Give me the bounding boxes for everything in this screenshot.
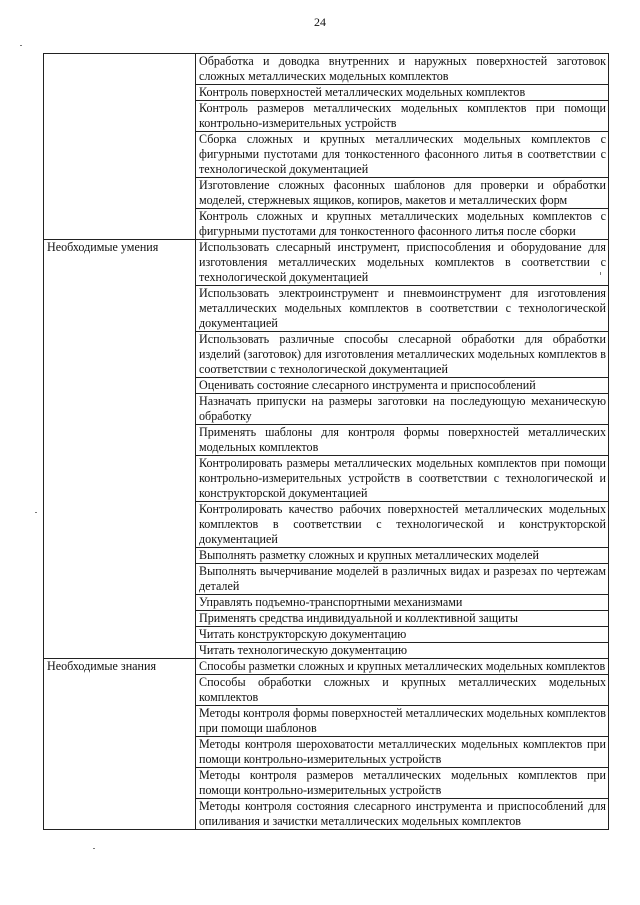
table-cell-item: Читать конструкторскую документацию (196, 627, 609, 643)
table-cell-item: Методы контроля состояния слесарного инструмента и приспособлений для опиливания и зачистки металлических модельных комплектов (196, 799, 609, 830)
table-cell-item: Читать технологическую документацию (196, 643, 609, 659)
table-cell-item: Управлять подъемно-транспортными механизмами (196, 595, 609, 611)
section-label: Необходимые знания (44, 659, 196, 830)
table-cell-item: Контроль сложных и крупных металлических модельных комплектов с фигурными пустотами для тонкостенного фасонного литья после сборки (196, 209, 609, 240)
table-cell-item: Контролировать размеры металлических модельных комплектов при помощи контрольно-измерительных устройств в соответствии с технологической и конструкторской документацией (196, 456, 609, 502)
table-cell-item: Способы разметки сложных и крупных металлических модельных комплектов (196, 659, 609, 675)
table-row (44, 659, 609, 675)
table-cell-item: Контроль поверхностей металлических модельных комплектов (196, 85, 609, 101)
table-cell-item: Использовать электроинструмент и пневмоинструмент для изготовления металлических модельных комплектов в соответствии с технологической документацией (196, 286, 609, 332)
table-cell-item: Контролировать качество рабочих поверхностей металлических модельных комплектов в соответствии с технологической и конструкторской документацией (196, 502, 609, 548)
page-number: 24 (314, 15, 326, 29)
table-row (44, 240, 609, 286)
table-cell-item: Методы контроля формы поверхностей металлических модельных комплектов при помощи шаблонов (196, 706, 609, 737)
table-cell-item: Применять шаблоны для контроля формы поверхностей металлических модельных комплектов (196, 425, 609, 456)
table-cell-item: Методы контроля шероховатости металлических модельных комплектов при помощи контрольно-измерительных устройств (196, 737, 609, 768)
scan-speck (20, 45, 22, 46)
table-cell-item: Применять средства индивидуальной и коллективной защиты (196, 611, 609, 627)
table-cell-item: Обработка и доводка внутренних и наружных поверхностей заготовок сложных металлических модельных комплектов (196, 54, 609, 85)
table-cell-item: Сборка сложных и крупных металлических модельных комплектов с фигурными пустотами для тонкостенного фасонного литья в соответствии с технологической документацией (196, 132, 609, 178)
table-cell-item: Способы обработки сложных и крупных металлических модельных комплектов (196, 675, 609, 706)
table-cell-item: Назначать припуски на размеры заготовки на последующую механическую обработку (196, 394, 609, 425)
requirements-table (43, 53, 609, 830)
section-label (44, 54, 196, 240)
section-label: Необходимые умения (44, 240, 196, 659)
table-cell-item: Использовать слесарный инструмент, приспособления и оборудование для изготовления металлических модельных комплектов в соответствии с технологической документацией (196, 240, 609, 286)
table-cell-item: Изготовление сложных фасонных шаблонов для проверки и обработки моделей, стержневых ящиков, копиров, макетов и металлических форм (196, 178, 609, 209)
requirements-table-body (44, 54, 609, 830)
scan-speck (600, 272, 601, 275)
table-cell-item: Выполнять разметку сложных и крупных металлических моделей (196, 548, 609, 564)
scan-speck (93, 848, 95, 849)
table-cell-item: Методы контроля размеров металлических модельных комплектов при помощи контрольно-измерительных устройств (196, 768, 609, 799)
table-cell-item: Контроль размеров металлических модельных комплектов при помощи контрольно-измерительных устройств (196, 101, 609, 132)
table-cell-item: Использовать различные способы слесарной обработки для обработки изделий (заготовок) для изготовления металлических модельных комплектов в соответствии с технологической документацией (196, 332, 609, 378)
table-cell-item: Оценивать состояние слесарного инструмента и приспособлений (196, 378, 609, 394)
table-cell-item: Выполнять вычерчивание моделей в различных видах и разрезах по чертежам деталей (196, 564, 609, 595)
scan-speck (35, 512, 37, 513)
table-row (44, 54, 609, 85)
